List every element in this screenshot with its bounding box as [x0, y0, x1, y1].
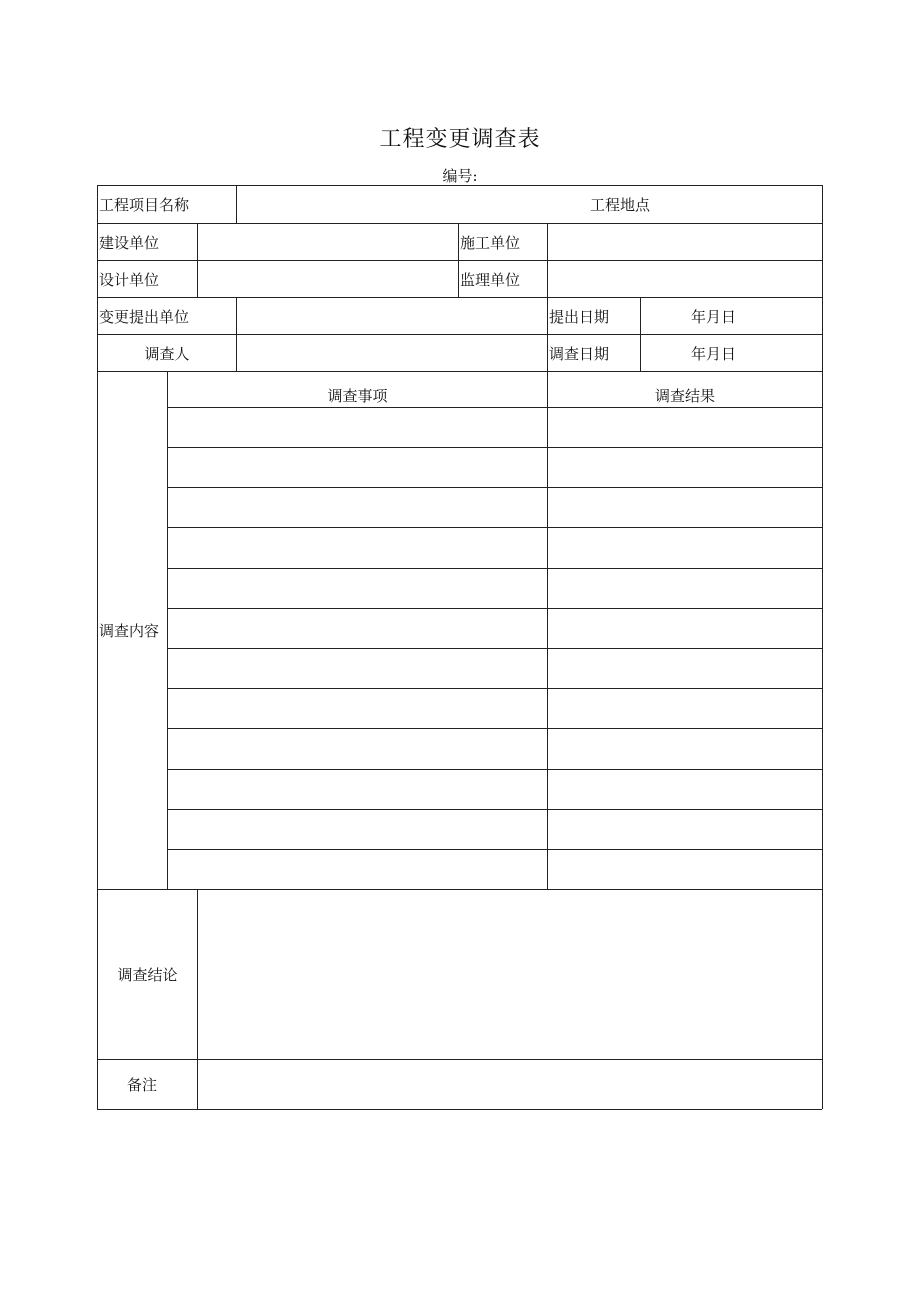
- grid-line: [167, 769, 822, 770]
- col-divider: [197, 889, 198, 1109]
- grid-line: [167, 648, 822, 649]
- col-divider: [458, 223, 459, 297]
- investigation-date-label: 调查日期: [549, 344, 610, 363]
- grid-line: [167, 728, 822, 729]
- conclusion-label: 调查结论: [117, 966, 178, 984]
- proposal-date-label: 提出日期: [549, 307, 610, 326]
- col-divider: [236, 297, 237, 371]
- row-divider: [97, 371, 822, 372]
- investigation-date-value: 年月日: [690, 344, 736, 363]
- construction-unit-label: 建设单位: [99, 233, 160, 252]
- form-title: 工程变更调查表: [379, 127, 541, 152]
- grid-line: [167, 568, 822, 569]
- serial-number-label: 编号:: [442, 167, 478, 185]
- col-divider: [167, 371, 168, 889]
- investigator-label: 调查人: [144, 344, 190, 363]
- col-divider: [197, 223, 198, 297]
- remarks-label: 备注: [126, 1076, 157, 1094]
- investigation-results-header: 调查结果: [654, 387, 715, 405]
- col-divider: [547, 223, 548, 371]
- project-name-label: 工程项目名称: [99, 196, 190, 214]
- grid-line: [167, 849, 822, 850]
- proposer-unit-label: 变更提出单位: [99, 307, 190, 326]
- grid-line: [167, 688, 822, 689]
- investigation-content-label: 调查内容: [99, 622, 160, 640]
- supervision-unit-label: 监理单位: [460, 270, 521, 289]
- row-divider: [97, 889, 822, 890]
- row-divider: [97, 1059, 822, 1060]
- grid-line: [167, 527, 822, 528]
- proposal-date-value: 年月日: [690, 307, 736, 326]
- project-location-label: 工程地点: [589, 196, 650, 214]
- grid-line: [167, 608, 822, 609]
- grid-line: [167, 809, 822, 810]
- col-divider: [547, 371, 548, 889]
- contractor-unit-label: 施工单位: [460, 233, 521, 252]
- investigation-items-header: 调查事项: [327, 387, 388, 405]
- col-divider: [236, 185, 237, 223]
- border-right: [822, 185, 823, 1109]
- grid-line: [167, 487, 822, 488]
- border-bottom: [97, 1109, 822, 1110]
- grid-line: [167, 447, 822, 448]
- design-unit-label: 设计单位: [99, 270, 160, 289]
